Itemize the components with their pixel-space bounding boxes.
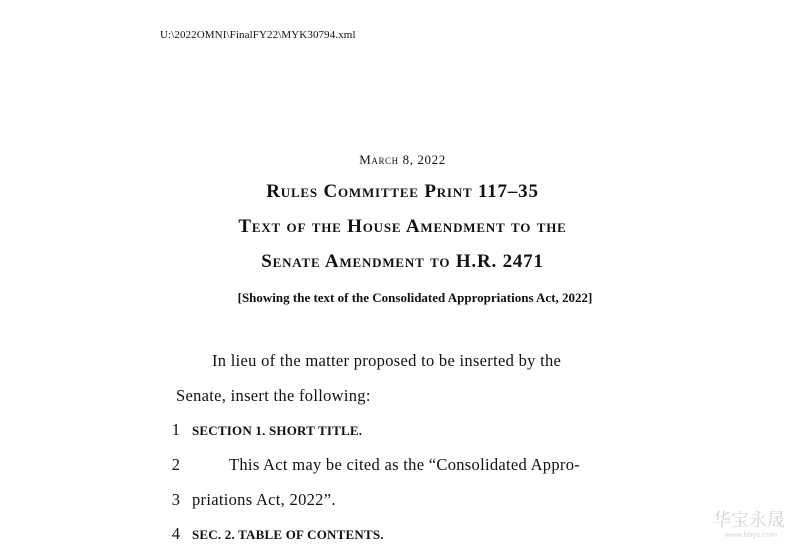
line-number-3: 3	[171, 490, 180, 509]
line-number-1: 1	[171, 420, 180, 439]
title-line-1: Rules Committee Print 117–35	[266, 181, 539, 202]
intro-line-1: In lieu of the matter proposed to be inserted by the	[212, 351, 562, 370]
section-heading-short-title: SECTION 1. SHORT TITLE.	[192, 423, 363, 438]
title-line-2: Text of the House Amendment to the	[238, 216, 567, 237]
watermark-subtext: www.hbys.com	[724, 531, 778, 539]
file-path-header: U:\2022OMNI\FinalFY22\MYK30794.xml	[160, 29, 356, 41]
watermark-text: 华宝永晟	[713, 510, 785, 531]
line-number-4: 4	[171, 524, 180, 543]
showing-note: [Showing the text of the Consolidated Appropriations Act, 2022]	[237, 290, 593, 305]
title-line-3: Senate Amendment to H.R. 2471	[261, 251, 544, 272]
section-heading-table-of-contents: SEC. 2. TABLE OF CONTENTS.	[192, 527, 384, 542]
intro-line-2: Senate, insert the following:	[176, 386, 371, 405]
body-line-3: priations Act, 2022”.	[192, 490, 336, 509]
line-number-2: 2	[171, 455, 180, 474]
document-date: March 8, 2022	[359, 152, 446, 167]
body-line-2: This Act may be cited as the “Consolidated Appro-	[229, 455, 581, 474]
watermark-logo	[707, 506, 791, 540]
